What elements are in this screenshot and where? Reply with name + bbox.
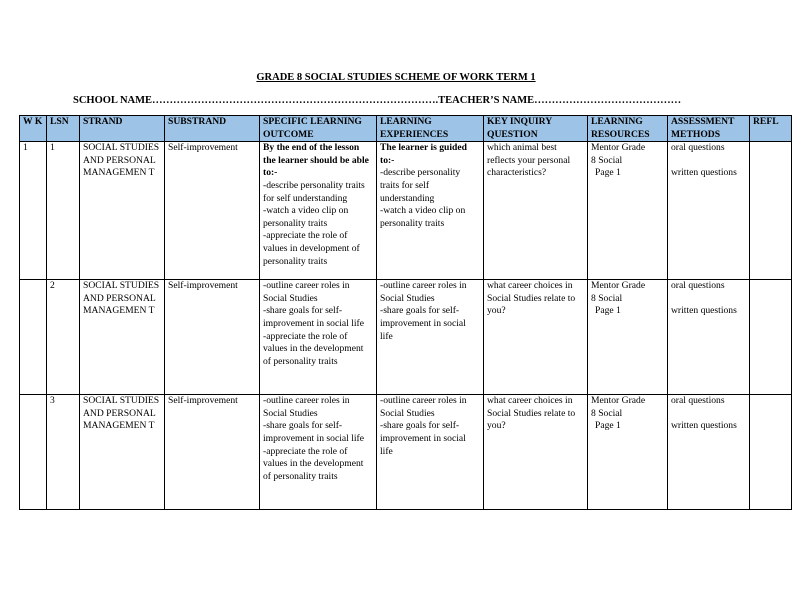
experience-item: -share goals for self-improvement in social life	[380, 420, 466, 457]
cell-assessment	[668, 395, 750, 510]
assessment-item: written questions	[671, 419, 737, 431]
resource-line: Mentor Grade	[591, 280, 646, 292]
outcome-item: -share goals for self-improvement in social life	[263, 420, 364, 444]
header-wk: W K	[20, 116, 47, 142]
resource-line: Mentor Grade	[591, 142, 646, 154]
assessment-item: oral questions	[671, 280, 725, 292]
outcome-item: -outline career roles in Social Studies	[263, 395, 350, 419]
cell-strand: SOCIAL STUDIES AND PERSONAL MANAGEMEN T	[80, 142, 165, 280]
cell-substrand: Self-improvement	[165, 280, 260, 395]
header-learning-experiences: LEARNING EXPERIENCES	[377, 116, 484, 142]
resource-line: Page 1	[595, 167, 621, 179]
header-specific-learning-outcome: SPECIFIC LEARNING OUTCOME	[260, 116, 377, 142]
cell-outcome	[260, 280, 377, 395]
outcome-lead: By the end of the lesson the learner should be able to:-	[263, 142, 369, 179]
cell-resources	[588, 142, 668, 280]
experience-item: -outline career roles in Social Studies	[380, 280, 467, 304]
cell-lsn: 2	[47, 280, 80, 395]
resource-line: 8 Social	[591, 154, 623, 166]
table-row	[20, 280, 792, 395]
assessment-item: oral questions	[671, 395, 725, 407]
cell-experiences	[377, 280, 484, 395]
experience-item: -describe personality traits for self understanding	[380, 167, 461, 204]
cell-wk	[20, 280, 47, 395]
cell-wk: 1	[20, 142, 47, 280]
table-row	[20, 395, 792, 510]
cell-refl	[750, 395, 792, 510]
cell-resources	[588, 395, 668, 510]
header-strand: STRAND	[80, 116, 165, 142]
header-lsn: LSN	[47, 116, 80, 142]
header-key-inquiry-question: KEY INQUIRY QUESTION	[484, 116, 588, 142]
outcome-item: -appreciate the role of values in the development of personality traits	[263, 330, 364, 367]
header-assessment-methods: ASSESSMENT METHODS	[668, 116, 750, 142]
outcome-item: -share goals for self-improvement in social life	[263, 305, 364, 329]
outcome-item: -outline career roles in Social Studies	[263, 280, 350, 304]
cell-experiences	[377, 142, 484, 280]
cell-assessment	[668, 142, 750, 280]
cell-inquiry: what career choices in Social Studies relate to you?	[484, 395, 588, 510]
assessment-item: oral questions	[671, 142, 725, 154]
cell-resources	[588, 280, 668, 395]
cell-outcome	[260, 395, 377, 510]
cell-inquiry: which animal best reflects your personal characteristics?	[484, 142, 588, 280]
resource-line: Page 1	[595, 305, 621, 317]
cell-outcome	[260, 142, 377, 280]
cell-lsn: 1	[47, 142, 80, 280]
cell-wk	[20, 395, 47, 510]
experience-item: -outline career roles in Social Studies	[380, 395, 467, 419]
scheme-of-work-table	[19, 115, 792, 510]
header-substrand: SUBSTRAND	[165, 116, 260, 142]
table-row	[20, 142, 792, 280]
document-title: GRADE 8 SOCIAL STUDIES SCHEME OF WORK TERM 1	[256, 72, 536, 83]
experiences-lead: The learner is guided to:-	[380, 142, 467, 166]
outcome-item: -watch a video clip on personality traits	[263, 205, 349, 229]
assessment-item: written questions	[671, 304, 737, 316]
outcome-item: -appreciate the role of values in development of personality traits	[263, 230, 360, 267]
resource-line: 8 Social	[591, 407, 623, 419]
outcome-item: -appreciate the role of values in the development of personality traits	[263, 445, 364, 482]
cell-lsn: 3	[47, 395, 80, 510]
outcome-item: -describe personality traits for self understanding	[263, 179, 365, 204]
cell-strand: SOCIAL STUDIES AND PERSONAL MANAGEMEN T	[80, 280, 165, 395]
cell-refl	[750, 142, 792, 280]
cell-assessment	[668, 280, 750, 395]
resource-line: Page 1	[595, 420, 621, 432]
table-header-row	[20, 116, 792, 142]
experience-item: -watch a video clip on personality traits	[380, 205, 466, 229]
resource-line: Mentor Grade	[591, 395, 646, 407]
header-learning-resources: LEARNING RESOURCES	[588, 116, 668, 142]
experience-item: -share goals for self-improvement in social life	[380, 305, 466, 342]
cell-substrand: Self-improvement	[165, 395, 260, 510]
cell-inquiry: what career choices in Social Studies relate to you?	[484, 280, 588, 395]
cell-strand: SOCIAL STUDIES AND PERSONAL MANAGEMEN T	[80, 395, 165, 510]
cell-refl	[750, 280, 792, 395]
assessment-item: written questions	[671, 166, 737, 178]
cell-substrand: Self-improvement	[165, 142, 260, 280]
header-refl: REFL	[750, 116, 792, 142]
resource-line: 8 Social	[591, 292, 623, 304]
school-teacher-line: SCHOOL NAME……………………………………………………………………….TEACHER’S NAME……………………………………	[73, 95, 682, 106]
cell-experiences	[377, 395, 484, 510]
